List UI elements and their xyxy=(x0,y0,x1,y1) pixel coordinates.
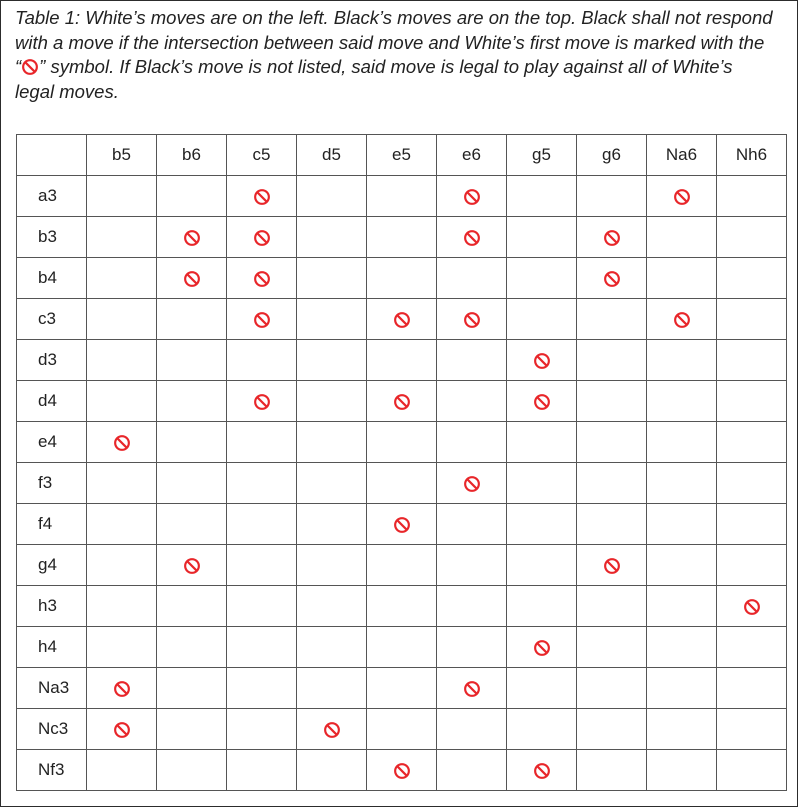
empty-cell xyxy=(717,340,787,381)
prohibited-icon xyxy=(533,639,551,657)
empty-cell xyxy=(87,463,157,504)
prohibited-cell xyxy=(87,668,157,709)
empty-cell xyxy=(507,422,577,463)
empty-cell xyxy=(297,258,367,299)
prohibited-icon xyxy=(183,229,201,247)
prohibited-cell xyxy=(577,258,647,299)
prohibited-icon xyxy=(603,229,621,247)
empty-cell xyxy=(507,217,577,258)
empty-cell xyxy=(157,627,227,668)
table-row xyxy=(17,217,787,258)
empty-cell xyxy=(227,668,297,709)
empty-cell xyxy=(507,258,577,299)
prohibited-cell xyxy=(507,381,577,422)
prohibited-cell xyxy=(507,750,577,791)
empty-cell xyxy=(367,545,437,586)
empty-cell xyxy=(367,422,437,463)
prohibited-icon xyxy=(113,434,131,452)
empty-cell xyxy=(367,463,437,504)
empty-cell xyxy=(507,545,577,586)
empty-cell xyxy=(227,422,297,463)
empty-cell xyxy=(717,217,787,258)
prohibited-cell xyxy=(507,340,577,381)
row-label: f3 xyxy=(17,463,87,504)
empty-cell xyxy=(227,545,297,586)
empty-cell xyxy=(577,299,647,340)
empty-cell xyxy=(367,258,437,299)
table-body xyxy=(17,176,787,791)
column-header: g6 xyxy=(577,135,647,176)
table-header-row xyxy=(17,135,787,176)
prohibited-icon xyxy=(463,229,481,247)
empty-cell xyxy=(297,340,367,381)
prohibited-cell xyxy=(577,545,647,586)
empty-cell xyxy=(297,627,367,668)
empty-cell xyxy=(227,750,297,791)
prohibited-cell xyxy=(437,299,507,340)
prohibited-cell xyxy=(647,176,717,217)
empty-cell xyxy=(647,381,717,422)
empty-cell xyxy=(507,463,577,504)
empty-cell xyxy=(647,586,717,627)
prohibited-icon xyxy=(393,393,411,411)
empty-cell xyxy=(507,586,577,627)
empty-cell xyxy=(577,668,647,709)
empty-cell xyxy=(87,504,157,545)
empty-cell xyxy=(507,176,577,217)
empty-cell xyxy=(717,258,787,299)
empty-cell xyxy=(157,750,227,791)
column-header: b5 xyxy=(87,135,157,176)
prohibited-cell xyxy=(647,299,717,340)
empty-cell xyxy=(227,709,297,750)
empty-cell xyxy=(157,176,227,217)
prohibited-cell xyxy=(437,176,507,217)
empty-cell xyxy=(367,176,437,217)
prohibited-icon xyxy=(393,516,411,534)
empty-cell xyxy=(157,668,227,709)
prohibited-cell xyxy=(227,217,297,258)
empty-cell xyxy=(437,709,507,750)
table-row xyxy=(17,340,787,381)
empty-cell xyxy=(367,668,437,709)
table-row xyxy=(17,176,787,217)
prohibited-cell xyxy=(297,709,367,750)
empty-cell xyxy=(717,709,787,750)
move-legality-table xyxy=(16,134,787,791)
empty-cell xyxy=(87,299,157,340)
empty-cell xyxy=(717,381,787,422)
empty-cell xyxy=(507,504,577,545)
empty-cell xyxy=(577,422,647,463)
empty-cell xyxy=(87,627,157,668)
prohibited-icon xyxy=(183,270,201,288)
column-header: Nh6 xyxy=(717,135,787,176)
caption-text-before: Table 1: White’s moves are on the left. Black’s moves are on the top. Black shall not respond with a move if the intersection between said move and White’s first move is marked with the “ xyxy=(15,7,773,77)
prohibited-cell xyxy=(157,217,227,258)
empty-cell xyxy=(87,586,157,627)
table-row xyxy=(17,299,787,340)
empty-cell xyxy=(297,422,367,463)
row-label: a3 xyxy=(17,176,87,217)
empty-cell xyxy=(297,586,367,627)
empty-cell xyxy=(437,258,507,299)
empty-cell xyxy=(577,504,647,545)
empty-cell xyxy=(227,627,297,668)
empty-cell xyxy=(87,340,157,381)
empty-cell xyxy=(647,627,717,668)
empty-cell xyxy=(647,709,717,750)
prohibited-cell xyxy=(157,258,227,299)
empty-cell xyxy=(297,217,367,258)
prohibited-cell xyxy=(157,545,227,586)
empty-cell xyxy=(157,586,227,627)
row-label: c3 xyxy=(17,299,87,340)
prohibited-icon xyxy=(253,393,271,411)
table-row xyxy=(17,258,787,299)
empty-cell xyxy=(367,709,437,750)
row-label: h3 xyxy=(17,586,87,627)
prohibited-cell xyxy=(227,258,297,299)
prohibited-icon xyxy=(253,229,271,247)
empty-cell xyxy=(297,750,367,791)
column-header: b6 xyxy=(157,135,227,176)
row-label: b4 xyxy=(17,258,87,299)
prohibited-cell xyxy=(577,217,647,258)
caption-text-after: ” symbol. If Black’s move is not listed, said move is legal to play against all of White’s legal moves. xyxy=(15,56,733,102)
empty-cell xyxy=(227,463,297,504)
prohibited-cell xyxy=(367,299,437,340)
empty-cell xyxy=(297,504,367,545)
empty-cell xyxy=(87,381,157,422)
prohibited-cell xyxy=(227,176,297,217)
table-row xyxy=(17,627,787,668)
table-row xyxy=(17,545,787,586)
column-header: c5 xyxy=(227,135,297,176)
empty-cell xyxy=(157,340,227,381)
prohibited-icon xyxy=(393,762,411,780)
empty-cell xyxy=(437,340,507,381)
column-header: e5 xyxy=(367,135,437,176)
table-row xyxy=(17,463,787,504)
row-label: d3 xyxy=(17,340,87,381)
prohibited-icon xyxy=(533,393,551,411)
prohibited-icon xyxy=(393,311,411,329)
empty-cell xyxy=(157,463,227,504)
column-header: e6 xyxy=(437,135,507,176)
empty-cell xyxy=(577,340,647,381)
empty-cell xyxy=(227,340,297,381)
prohibited-icon xyxy=(113,680,131,698)
empty-cell xyxy=(577,381,647,422)
prohibited-icon xyxy=(253,188,271,206)
empty-cell xyxy=(157,504,227,545)
empty-cell xyxy=(647,463,717,504)
prohibited-cell xyxy=(227,381,297,422)
prohibited-icon xyxy=(673,311,691,329)
empty-cell xyxy=(717,750,787,791)
empty-cell xyxy=(367,627,437,668)
prohibited-cell xyxy=(367,750,437,791)
corner-cell xyxy=(17,135,87,176)
empty-cell xyxy=(507,299,577,340)
table-caption xyxy=(15,6,775,104)
empty-cell xyxy=(577,709,647,750)
table-row xyxy=(17,586,787,627)
prohibited-icon xyxy=(463,475,481,493)
empty-cell xyxy=(87,217,157,258)
empty-cell xyxy=(227,586,297,627)
empty-cell xyxy=(577,750,647,791)
empty-cell xyxy=(647,217,717,258)
empty-cell xyxy=(297,299,367,340)
prohibited-icon xyxy=(463,188,481,206)
empty-cell xyxy=(647,545,717,586)
prohibited-cell xyxy=(227,299,297,340)
table-row xyxy=(17,668,787,709)
prohibited-cell xyxy=(437,217,507,258)
empty-cell xyxy=(647,258,717,299)
prohibited-icon xyxy=(323,721,341,739)
empty-cell xyxy=(87,545,157,586)
row-label: Nc3 xyxy=(17,709,87,750)
empty-cell xyxy=(647,422,717,463)
empty-cell xyxy=(157,299,227,340)
empty-cell xyxy=(297,381,367,422)
empty-cell xyxy=(717,422,787,463)
empty-cell xyxy=(437,422,507,463)
column-header: g5 xyxy=(507,135,577,176)
row-label: Na3 xyxy=(17,668,87,709)
prohibited-icon xyxy=(253,311,271,329)
empty-cell xyxy=(717,176,787,217)
empty-cell xyxy=(437,750,507,791)
empty-cell xyxy=(367,586,437,627)
table-row xyxy=(17,381,787,422)
column-header: Na6 xyxy=(647,135,717,176)
empty-cell xyxy=(717,545,787,586)
empty-cell xyxy=(647,340,717,381)
row-label: d4 xyxy=(17,381,87,422)
empty-cell xyxy=(577,176,647,217)
empty-cell xyxy=(297,463,367,504)
empty-cell xyxy=(507,709,577,750)
prohibited-icon xyxy=(673,188,691,206)
prohibited-icon xyxy=(743,598,761,616)
table-row xyxy=(17,750,787,791)
prohibited-icon xyxy=(603,557,621,575)
table-row xyxy=(17,422,787,463)
empty-cell xyxy=(437,504,507,545)
prohibited-cell xyxy=(87,709,157,750)
empty-cell xyxy=(157,422,227,463)
row-label: f4 xyxy=(17,504,87,545)
empty-cell xyxy=(87,750,157,791)
empty-cell xyxy=(157,381,227,422)
empty-cell xyxy=(87,258,157,299)
row-label: g4 xyxy=(17,545,87,586)
empty-cell xyxy=(507,668,577,709)
empty-cell xyxy=(87,176,157,217)
empty-cell xyxy=(437,381,507,422)
table-row xyxy=(17,709,787,750)
empty-cell xyxy=(437,627,507,668)
prohibited-icon xyxy=(533,352,551,370)
empty-cell xyxy=(297,176,367,217)
prohibited-icon xyxy=(113,721,131,739)
prohibited-icon xyxy=(533,762,551,780)
prohibited-icon xyxy=(21,58,39,76)
empty-cell xyxy=(647,750,717,791)
row-label: e4 xyxy=(17,422,87,463)
empty-cell xyxy=(297,668,367,709)
empty-cell xyxy=(577,627,647,668)
prohibited-icon xyxy=(603,270,621,288)
row-label: Nf3 xyxy=(17,750,87,791)
empty-cell xyxy=(717,627,787,668)
empty-cell xyxy=(647,504,717,545)
prohibited-cell xyxy=(87,422,157,463)
column-header: d5 xyxy=(297,135,367,176)
prohibited-cell xyxy=(437,668,507,709)
empty-cell xyxy=(437,545,507,586)
empty-cell xyxy=(577,586,647,627)
row-label: b3 xyxy=(17,217,87,258)
empty-cell xyxy=(297,545,367,586)
empty-cell xyxy=(577,463,647,504)
empty-cell xyxy=(367,340,437,381)
empty-cell xyxy=(157,709,227,750)
prohibited-icon xyxy=(183,557,201,575)
prohibited-cell xyxy=(717,586,787,627)
prohibited-icon xyxy=(253,270,271,288)
empty-cell xyxy=(717,668,787,709)
empty-cell xyxy=(717,504,787,545)
prohibited-icon xyxy=(463,680,481,698)
empty-cell xyxy=(647,668,717,709)
prohibited-icon xyxy=(463,311,481,329)
prohibited-cell xyxy=(437,463,507,504)
empty-cell xyxy=(717,299,787,340)
prohibited-cell xyxy=(367,504,437,545)
empty-cell xyxy=(227,504,297,545)
prohibited-cell xyxy=(367,381,437,422)
empty-cell xyxy=(367,217,437,258)
empty-cell xyxy=(717,463,787,504)
row-label: h4 xyxy=(17,627,87,668)
prohibited-cell xyxy=(507,627,577,668)
table-row xyxy=(17,504,787,545)
empty-cell xyxy=(437,586,507,627)
